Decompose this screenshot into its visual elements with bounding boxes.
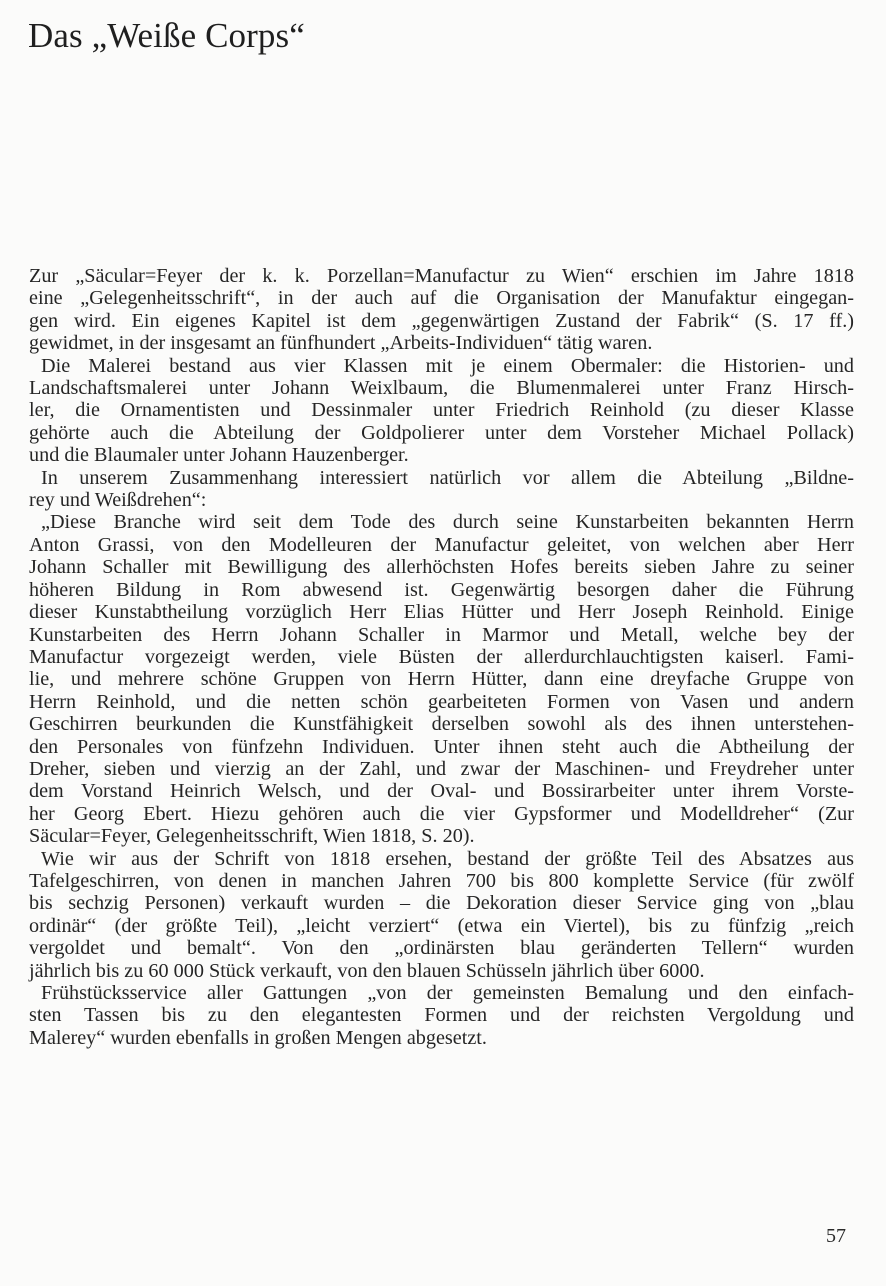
text-line: Säcular=Feyer, Gelegenheitsschrift, Wien 1818, S. 20). <box>29 825 475 848</box>
text-line: Herrn Reinhold, und die netten schön gearbeiteten Formen von Vasen und andern <box>29 690 854 713</box>
text-line: Wie wir aus der Schrift von 1818 ersehen, bestand der größte Teil des Absatzes aus <box>41 847 854 870</box>
paragraph <box>29 265 854 355</box>
text-line: gewidmet, in der insgesamt an fünfhundert „Arbeits-Individuen“ tätig waren. <box>29 332 653 355</box>
text-line: Geschirren beurkunden die Kunstfähigkeit derselben sowohl als des ihnen unterstehen- <box>29 713 854 736</box>
text-line: Malerey“ wurden ebenfalls in großen Mengen abgesetzt. <box>29 1026 487 1049</box>
text-line: gehörte auch die Abteilung der Goldpolierer unter dem Vorsteher Michael Pollack) <box>29 421 854 444</box>
text-line: her Georg Ebert. Hiezu gehören auch die vier Gypsformer und Modelldreher“ (Zur <box>29 802 854 825</box>
text-line: bis sechzig Personen) verkauft wurden – die Dekoration dieser Service ging von „blau <box>29 892 854 915</box>
text-line: dieser Kunstabtheilung vorzüglich Herr Elias Hütter und Herr Joseph Reinhold. Einige <box>29 601 854 624</box>
text-line: Kunstarbeiten des Herrn Johann Schaller in Marmor und Metall, welche bey der <box>29 623 854 646</box>
text-line: eine „Gelegenheitsschrift“, in der auch auf die Organisation der Manufaktur eingegan- <box>29 287 854 310</box>
text-line: jährlich bis zu 60 000 Stück verkauft, von den blauen Schüsseln jährlich über 6000. <box>29 959 705 982</box>
text-line: rey und Weißdrehen“: <box>29 489 207 512</box>
text-line: ler, die Ornamentisten und Dessinmaler unter Friedrich Reinhold (zu dieser Klasse <box>29 399 854 422</box>
paragraph <box>29 355 854 467</box>
text-line: Tafelgeschirren, von denen in manchen Jahren 700 bis 800 komplette Service (für zwölf <box>29 869 854 892</box>
text-line: sten Tassen bis zu den elegantesten Formen und der reichsten Vergoldung und <box>29 1004 854 1027</box>
text-line: Dreher, sieben und vierzig an der Zahl, und zwar der Maschinen- und Freydreher unter <box>29 757 854 780</box>
text-line: vergoldet und bemalt“. Von den „ordinärsten blau geränderten Tellern“ wurden <box>29 937 854 960</box>
text-line: gen wird. Ein eigenes Kapitel ist dem „gegenwärtigen Zustand der Fabrik“ (S. 17 ff.) <box>29 309 854 332</box>
text-line: Anton Grassi, von den Modelleuren der Manufactur geleitet, von welchen aber Herr <box>29 533 854 556</box>
text-line: Manufactur vorgezeigt werden, viele Büsten der allerdurchlauchtigsten kaiserl. Fami- <box>29 645 854 668</box>
chapter-title: Das „Weiße Corps“ <box>28 16 305 55</box>
text-line: Johann Schaller mit Bewilligung des allerhöchsten Hofes bereits sieben Jahre zu seiner <box>29 556 854 579</box>
page-number: 57 <box>826 1225 846 1247</box>
text-line: Frühstücksservice aller Gattungen „von der gemeinsten Bemalung und den einfach- <box>41 982 854 1004</box>
text-line: den Personales von fünfzehn Individuen. Unter ihnen steht auch die Abtheilung der <box>29 735 854 758</box>
paragraph <box>29 848 854 982</box>
body-text <box>29 265 854 1049</box>
text-line: In unserem Zusammenhang interessiert natürlich vor allem die Abteilung „Bildne- <box>41 466 854 489</box>
text-line: höheren Bildung in Rom abwesend ist. Gegenwärtig besorgen daher die Führung <box>29 578 854 601</box>
text-line: lie, und mehrere schöne Gruppen von Herrn Hütter, dann eine dreyfache Gruppe von <box>29 668 854 691</box>
text-line: Landschaftsmalerei unter Johann Weixlbaum, die Blumenmalerei unter Franz Hirsch- <box>29 377 854 400</box>
paragraph <box>29 467 854 512</box>
text-line: und die Blaumaler unter Johann Hauzenberger. <box>29 444 409 467</box>
text-line: Zur „Säcular=Feyer der k. k. Porzellan=Manufactur zu Wien“ erschien im Jahre 1818 <box>29 265 854 287</box>
text-line: ordinär“ (der größte Teil), „leicht verziert“ (etwa ein Viertel), bis zu fünfzig „reich <box>29 914 854 937</box>
text-line: „Diese Branche wird seit dem Tode des durch seine Kunstarbeiten bekannten Herrn <box>41 511 854 534</box>
text-line: dem Vorstand Heinrich Welsch, und der Oval- und Bossirarbeiter unter ihrem Vorste- <box>29 780 854 803</box>
paragraph <box>29 982 854 1049</box>
text-line: Die Malerei bestand aus vier Klassen mit je einem Obermaler: die Historien- und <box>41 354 854 377</box>
paragraph <box>29 511 854 847</box>
